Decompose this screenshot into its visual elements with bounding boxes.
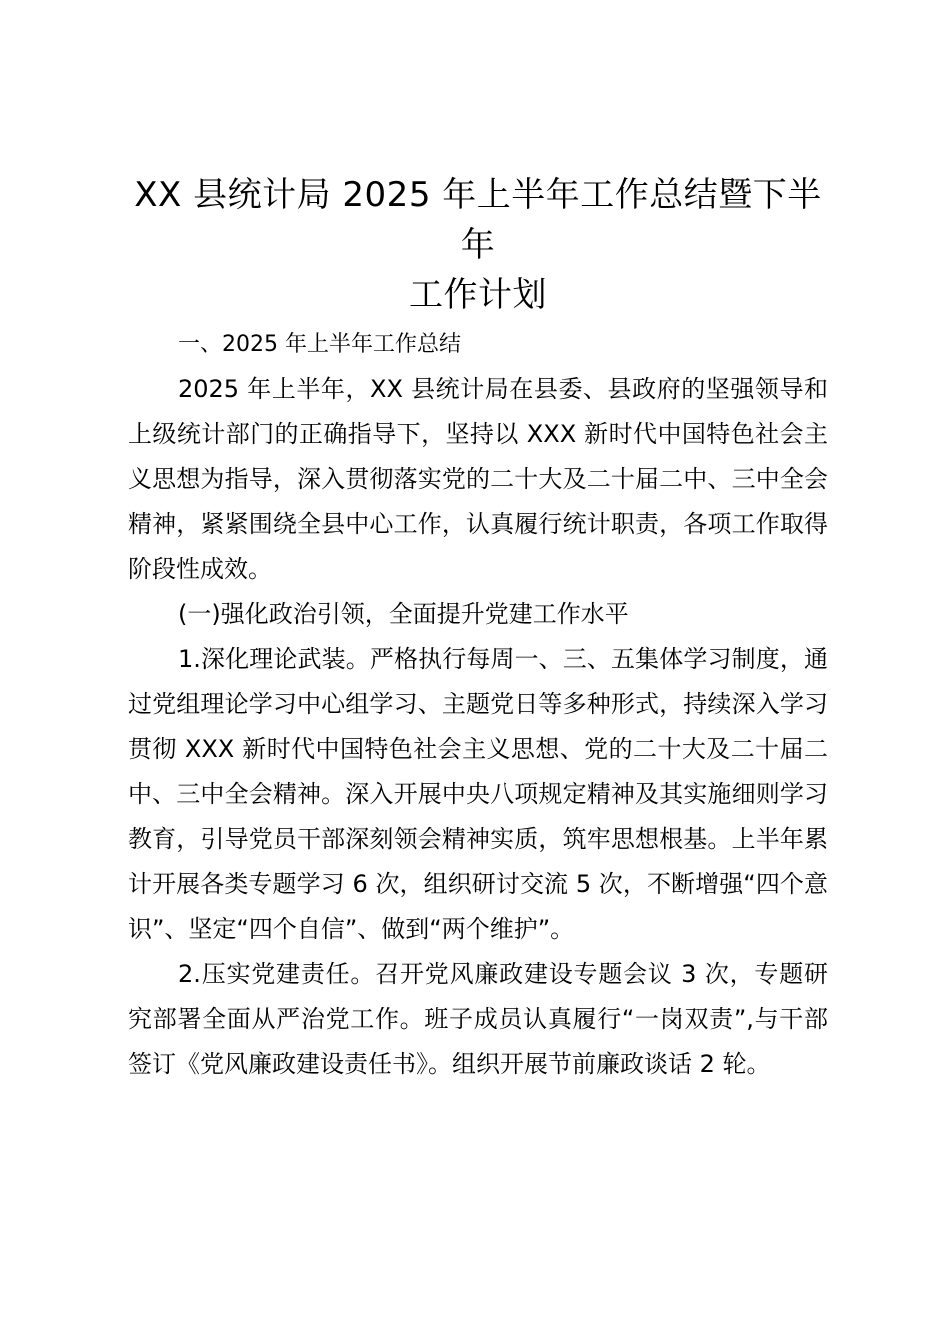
subsection-1-heading: (一)强化政治引领，全面提升党建工作水平 <box>178 600 629 628</box>
document-title <box>128 170 828 320</box>
item-1-paragraph: 1.深化理论武装。严格执行每周一、三、五集体学习制度，通过党组理论学习中心组学习、主题党日等多种形式，持续深入学习贯彻 XXX 新时代中国特色社会主义思想、党的二十大及二十届二中、三中全会精神。深入开展中央八项规定精神及其实施细则学习教育，引导党员干部深刻领会精神实质，筑牢思想根基。上半年累计开展各类专题学习 6 次，组织研讨交流 5 次，不断增强“四个意识”、坚定“四个自信”、做到“两个维护”。 <box>128 645 828 943</box>
document-page <box>128 170 828 1087</box>
title-line-2: 工作计划 <box>409 275 547 315</box>
title-line-1: XX 县统计局 2025 年上半年工作总结暨下半年 <box>134 175 822 265</box>
intro-paragraph: 2025 年上半年，XX 县统计局在县委、县政府的坚强领导和上级统计部门的正确指导下，坚持以 XXX 新时代中国特色社会主义思想为指导，深入贯彻落实党的二十大及二十届二中、三中全会精神，紧紧围绕全县中心工作，认真履行统计职责，各项工作取得阶段性成效。 <box>128 375 828 583</box>
item-2-paragraph: 2.压实党建责任。召开党风廉政建设专题会议 3 次，专题研究部署全面从严治党工作。班子成员认真履行“一岗双责”,与干部签订《党风廉政建设责任书》。组织开展节前廉政谈话 2 轮。 <box>128 960 828 1078</box>
section-1-heading: 一、2025 年上半年工作总结 <box>178 332 461 357</box>
